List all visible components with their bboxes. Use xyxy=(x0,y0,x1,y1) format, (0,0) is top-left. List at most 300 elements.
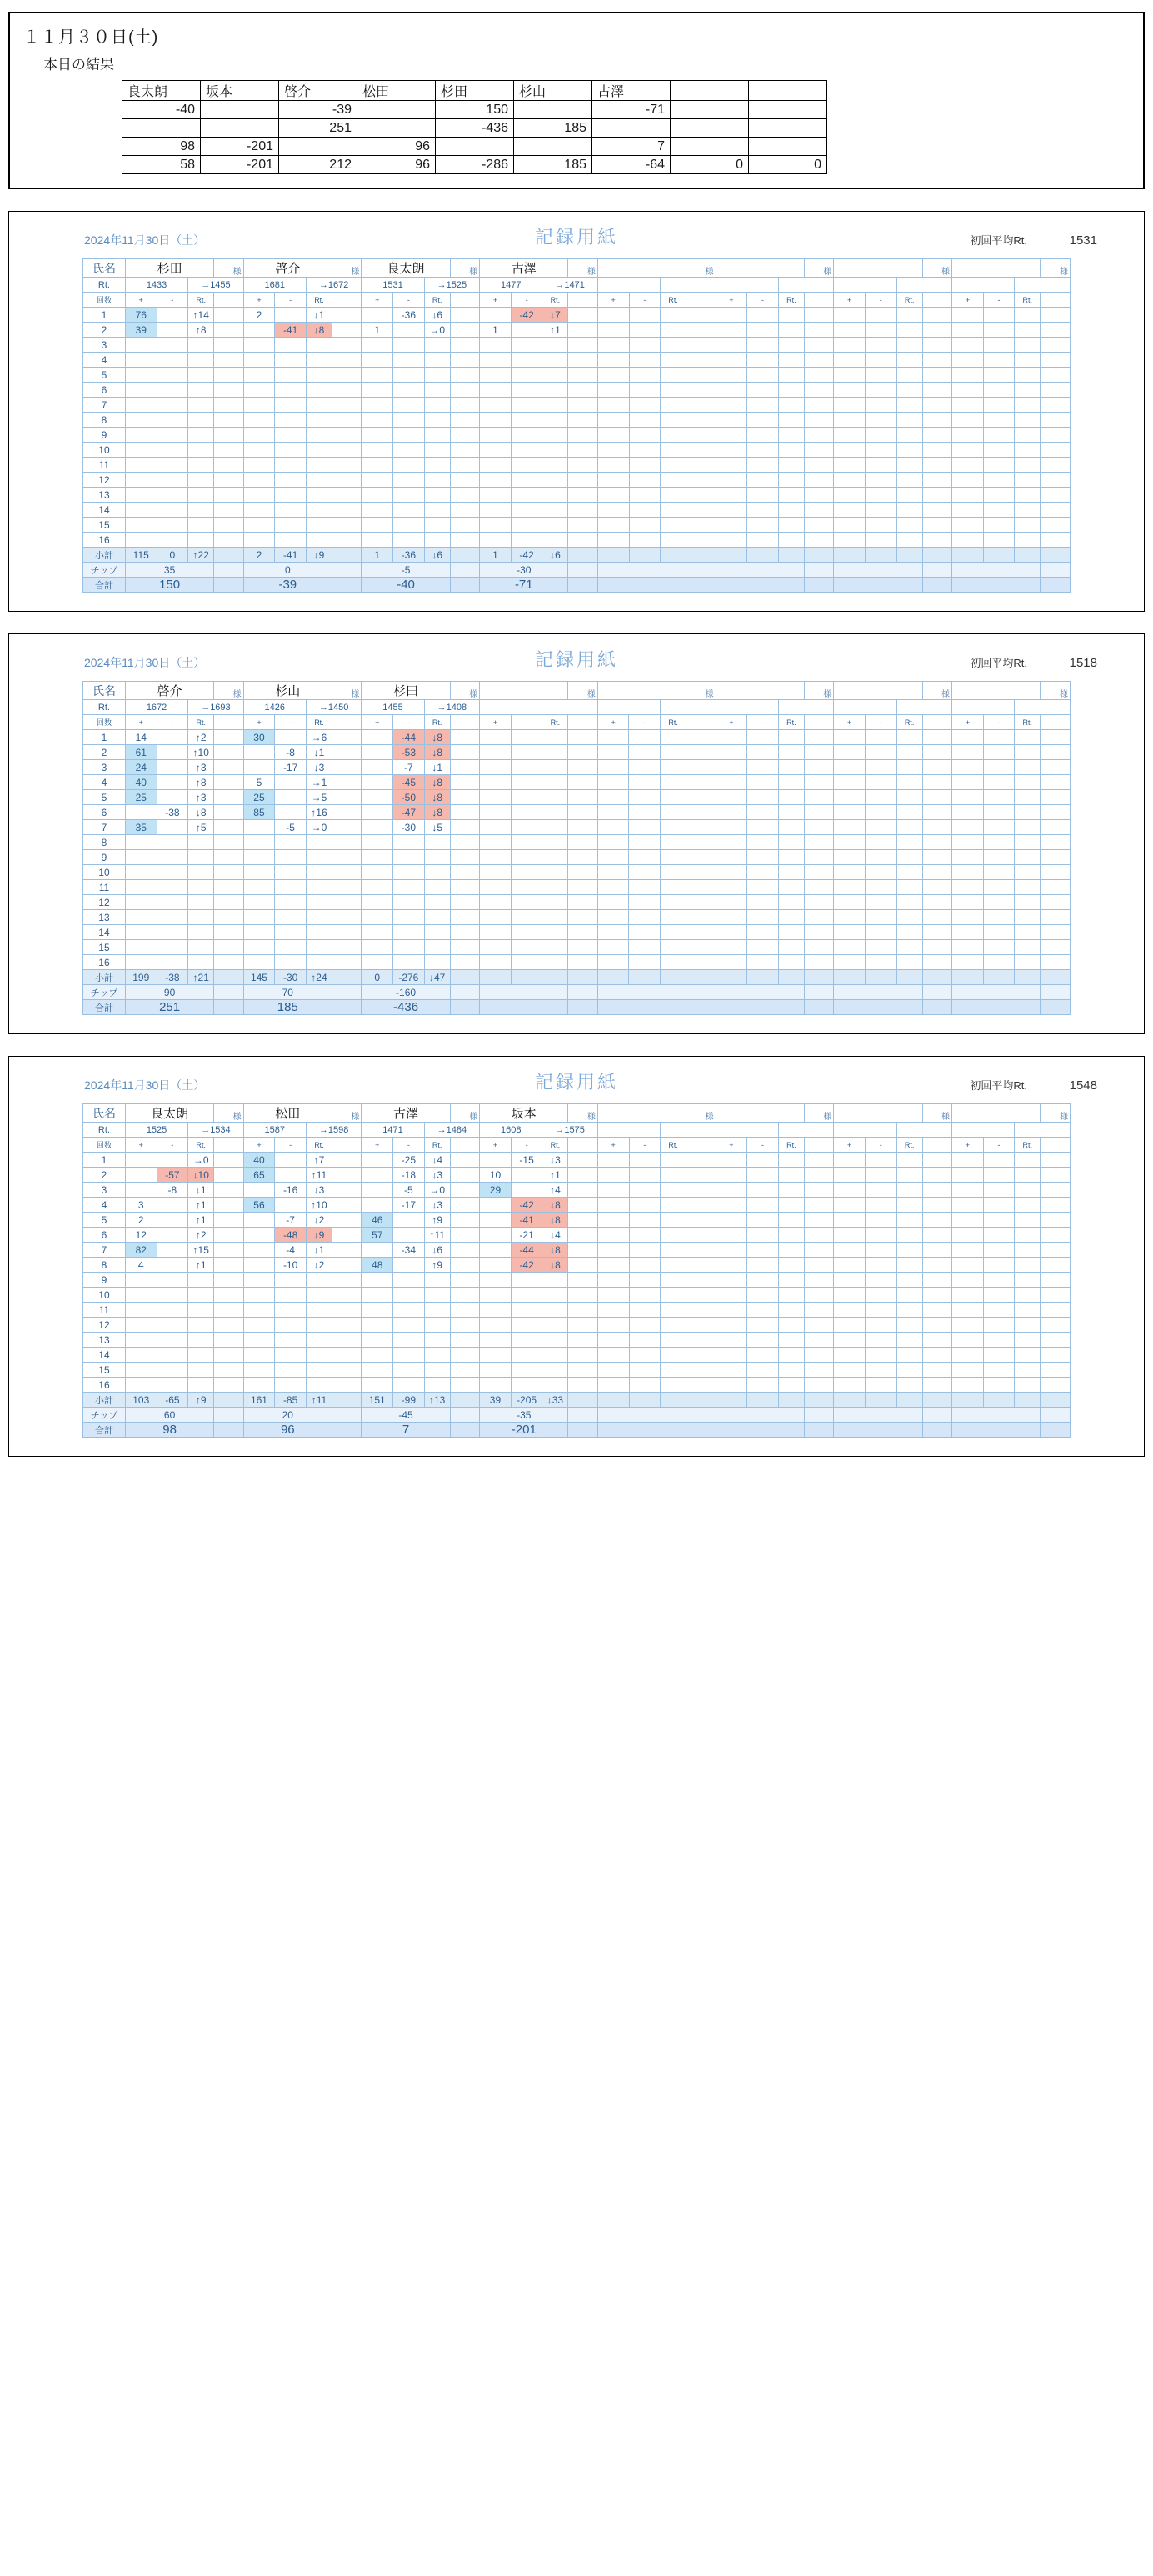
score-minus[interactable] xyxy=(983,1198,1015,1213)
score-minus[interactable] xyxy=(983,443,1015,458)
score-plus[interactable] xyxy=(716,760,747,775)
score-minus[interactable] xyxy=(747,1168,779,1183)
score-plus[interactable] xyxy=(480,1273,512,1288)
score-plus[interactable] xyxy=(952,1273,984,1288)
game-index[interactable]: 10 xyxy=(83,443,126,458)
score-plus[interactable] xyxy=(125,413,157,428)
score-minus[interactable] xyxy=(865,338,896,353)
score-minus[interactable] xyxy=(275,1273,307,1288)
score-plus[interactable] xyxy=(362,835,393,850)
score-plus[interactable] xyxy=(834,503,866,518)
score-plus[interactable] xyxy=(480,925,512,940)
score-plus[interactable] xyxy=(834,1198,866,1213)
score-minus[interactable] xyxy=(629,1213,661,1228)
score-plus[interactable] xyxy=(716,730,747,745)
score-plus[interactable] xyxy=(716,805,747,820)
score-minus[interactable] xyxy=(629,518,661,533)
score-plus[interactable] xyxy=(716,308,747,323)
player-name-2[interactable]: 良太朗 xyxy=(362,259,450,278)
score-plus[interactable] xyxy=(952,1153,984,1168)
score-minus[interactable] xyxy=(865,428,896,443)
score-plus[interactable] xyxy=(834,1273,866,1288)
score-plus[interactable] xyxy=(716,835,747,850)
score-minus[interactable] xyxy=(157,790,188,805)
score-plus[interactable] xyxy=(597,308,629,323)
score-plus[interactable] xyxy=(362,533,393,548)
score-plus[interactable] xyxy=(480,338,512,353)
score-minus[interactable] xyxy=(393,398,425,413)
score-minus[interactable] xyxy=(157,1333,188,1348)
score-minus[interactable] xyxy=(983,1378,1015,1393)
score-plus[interactable] xyxy=(834,910,866,925)
score-plus[interactable] xyxy=(125,1363,157,1378)
score-minus[interactable] xyxy=(511,1363,542,1378)
score-minus[interactable] xyxy=(983,820,1015,835)
score-minus[interactable] xyxy=(983,925,1015,940)
chip-value-5[interactable] xyxy=(716,563,804,578)
score-minus[interactable] xyxy=(747,850,779,865)
score-minus[interactable] xyxy=(393,955,425,970)
game-index[interactable]: 4 xyxy=(83,353,126,368)
score-minus[interactable] xyxy=(747,1198,779,1213)
score-plus[interactable] xyxy=(952,940,984,955)
score-minus[interactable] xyxy=(747,880,779,895)
score-minus[interactable] xyxy=(511,443,542,458)
score-plus[interactable] xyxy=(834,805,866,820)
score-minus[interactable] xyxy=(511,835,542,850)
score-plus[interactable] xyxy=(716,413,747,428)
score-plus[interactable] xyxy=(480,518,512,533)
chip-value-1[interactable]: 70 xyxy=(243,985,332,1000)
score-minus[interactable] xyxy=(747,428,779,443)
score-plus[interactable] xyxy=(834,955,866,970)
score-minus[interactable] xyxy=(983,533,1015,548)
score-plus[interactable] xyxy=(362,1198,393,1213)
game-index[interactable]: 9 xyxy=(83,1273,126,1288)
score-minus[interactable] xyxy=(629,383,661,398)
score-minus[interactable] xyxy=(157,308,188,323)
chip-value-1[interactable]: 20 xyxy=(243,1408,332,1423)
score-minus[interactable] xyxy=(393,518,425,533)
score-plus[interactable]: 40 xyxy=(125,775,157,790)
score-minus[interactable]: -42 xyxy=(511,308,542,323)
score-minus[interactable] xyxy=(983,368,1015,383)
score-minus[interactable] xyxy=(629,503,661,518)
score-plus[interactable] xyxy=(480,775,512,790)
player-name-1[interactable]: 啓介 xyxy=(243,259,332,278)
score-plus[interactable] xyxy=(597,1183,629,1198)
score-minus[interactable] xyxy=(511,1318,542,1333)
score-minus[interactable] xyxy=(747,1273,779,1288)
score-minus[interactable] xyxy=(393,850,425,865)
score-plus[interactable] xyxy=(125,805,157,820)
score-plus[interactable] xyxy=(243,850,275,865)
score-plus[interactable] xyxy=(362,1168,393,1183)
score-minus[interactable] xyxy=(275,805,307,820)
score-minus[interactable] xyxy=(511,533,542,548)
score-minus[interactable] xyxy=(157,1198,188,1213)
score-plus[interactable]: 48 xyxy=(362,1258,393,1273)
score-minus[interactable] xyxy=(157,488,188,503)
score-plus[interactable] xyxy=(716,428,747,443)
score-minus[interactable] xyxy=(511,503,542,518)
score-plus[interactable] xyxy=(243,865,275,880)
score-plus[interactable] xyxy=(597,1288,629,1303)
score-minus[interactable] xyxy=(983,1348,1015,1363)
score-minus[interactable] xyxy=(747,790,779,805)
score-minus[interactable] xyxy=(157,880,188,895)
score-minus[interactable] xyxy=(865,955,896,970)
score-minus[interactable] xyxy=(629,895,661,910)
score-minus[interactable] xyxy=(629,353,661,368)
score-minus[interactable] xyxy=(747,835,779,850)
score-plus[interactable] xyxy=(597,473,629,488)
score-plus[interactable] xyxy=(480,1318,512,1333)
score-minus[interactable] xyxy=(629,775,661,790)
score-plus[interactable] xyxy=(243,398,275,413)
score-plus[interactable] xyxy=(716,368,747,383)
score-plus[interactable] xyxy=(716,745,747,760)
score-minus[interactable] xyxy=(275,473,307,488)
score-plus[interactable] xyxy=(480,488,512,503)
score-plus[interactable] xyxy=(243,323,275,338)
score-minus[interactable] xyxy=(747,533,779,548)
score-plus[interactable] xyxy=(480,805,512,820)
player-name-1[interactable]: 松田 xyxy=(243,1104,332,1123)
score-minus[interactable] xyxy=(511,730,542,745)
score-plus[interactable] xyxy=(362,1303,393,1318)
score-minus[interactable] xyxy=(275,775,307,790)
score-minus[interactable] xyxy=(393,338,425,353)
score-minus[interactable] xyxy=(865,1303,896,1318)
score-minus[interactable] xyxy=(511,1273,542,1288)
score-minus[interactable] xyxy=(865,308,896,323)
score-plus[interactable] xyxy=(362,805,393,820)
score-plus[interactable] xyxy=(362,1363,393,1378)
score-minus[interactable] xyxy=(275,428,307,443)
score-minus[interactable] xyxy=(157,533,188,548)
score-plus[interactable] xyxy=(952,1348,984,1363)
score-plus[interactable] xyxy=(480,473,512,488)
score-plus[interactable] xyxy=(243,1228,275,1243)
score-plus[interactable] xyxy=(362,413,393,428)
score-minus[interactable] xyxy=(747,895,779,910)
score-plus[interactable] xyxy=(597,1258,629,1273)
score-minus[interactable] xyxy=(511,880,542,895)
score-plus[interactable]: 24 xyxy=(125,760,157,775)
score-plus[interactable] xyxy=(597,398,629,413)
score-plus[interactable] xyxy=(952,730,984,745)
chip-value-3[interactable] xyxy=(480,985,568,1000)
player-name-3[interactable]: 坂本 xyxy=(480,1104,568,1123)
score-minus[interactable] xyxy=(865,1363,896,1378)
score-minus[interactable] xyxy=(983,1228,1015,1243)
score-minus[interactable] xyxy=(157,1258,188,1273)
player-name-3[interactable] xyxy=(480,682,568,700)
score-plus[interactable]: 35 xyxy=(125,820,157,835)
score-plus[interactable] xyxy=(952,760,984,775)
score-plus[interactable] xyxy=(952,473,984,488)
score-minus[interactable] xyxy=(275,1153,307,1168)
score-plus[interactable]: 25 xyxy=(243,790,275,805)
score-minus[interactable] xyxy=(629,1258,661,1273)
score-minus[interactable] xyxy=(275,533,307,548)
score-plus[interactable] xyxy=(243,533,275,548)
score-minus[interactable] xyxy=(747,1333,779,1348)
game-index[interactable]: 15 xyxy=(83,1363,126,1378)
score-plus[interactable] xyxy=(716,1153,747,1168)
score-minus[interactable]: -34 xyxy=(393,1243,425,1258)
score-minus[interactable] xyxy=(393,1288,425,1303)
score-minus[interactable] xyxy=(865,730,896,745)
score-plus[interactable] xyxy=(362,458,393,473)
score-plus[interactable] xyxy=(716,925,747,940)
score-plus[interactable] xyxy=(597,368,629,383)
score-plus[interactable] xyxy=(597,488,629,503)
chip-value-2[interactable]: -160 xyxy=(362,985,450,1000)
score-minus[interactable] xyxy=(629,820,661,835)
score-minus[interactable] xyxy=(983,865,1015,880)
score-plus[interactable] xyxy=(480,865,512,880)
score-plus[interactable] xyxy=(243,503,275,518)
score-minus[interactable] xyxy=(865,533,896,548)
score-plus[interactable] xyxy=(597,820,629,835)
score-plus[interactable] xyxy=(243,443,275,458)
score-plus[interactable] xyxy=(716,880,747,895)
score-plus[interactable] xyxy=(834,353,866,368)
score-plus[interactable] xyxy=(480,383,512,398)
chip-value-6[interactable] xyxy=(834,985,922,1000)
score-plus[interactable] xyxy=(716,1243,747,1258)
score-plus[interactable] xyxy=(243,1303,275,1318)
score-minus[interactable] xyxy=(275,1348,307,1363)
score-minus[interactable] xyxy=(629,458,661,473)
game-index[interactable]: 5 xyxy=(83,368,126,383)
chip-value-3[interactable]: -35 xyxy=(480,1408,568,1423)
score-plus[interactable] xyxy=(716,443,747,458)
score-minus[interactable] xyxy=(393,368,425,383)
score-plus[interactable] xyxy=(597,428,629,443)
score-plus[interactable] xyxy=(362,1273,393,1288)
player-name-0[interactable]: 良太朗 xyxy=(125,1104,213,1123)
score-plus[interactable] xyxy=(834,1348,866,1363)
score-plus[interactable] xyxy=(952,1243,984,1258)
score-plus[interactable]: 1 xyxy=(362,323,393,338)
chip-value-6[interactable] xyxy=(834,563,922,578)
score-plus[interactable] xyxy=(952,895,984,910)
score-minus[interactable] xyxy=(865,880,896,895)
score-minus[interactable] xyxy=(629,730,661,745)
score-plus[interactable] xyxy=(243,338,275,353)
score-minus[interactable] xyxy=(747,383,779,398)
score-minus[interactable] xyxy=(157,895,188,910)
score-plus[interactable] xyxy=(597,1153,629,1168)
score-minus[interactable] xyxy=(747,805,779,820)
player-name-6[interactable] xyxy=(834,682,922,700)
score-plus[interactable] xyxy=(952,880,984,895)
score-plus[interactable] xyxy=(716,790,747,805)
score-minus[interactable] xyxy=(275,955,307,970)
score-minus[interactable] xyxy=(275,308,307,323)
score-plus[interactable] xyxy=(716,775,747,790)
score-plus[interactable]: 61 xyxy=(125,745,157,760)
score-plus[interactable] xyxy=(716,458,747,473)
game-index[interactable]: 7 xyxy=(83,1243,126,1258)
score-plus[interactable] xyxy=(362,368,393,383)
score-minus[interactable] xyxy=(393,428,425,443)
score-plus[interactable] xyxy=(243,1363,275,1378)
player-name-5[interactable] xyxy=(716,259,804,278)
score-plus[interactable] xyxy=(952,805,984,820)
chip-value-3[interactable]: -30 xyxy=(480,563,568,578)
score-plus[interactable] xyxy=(952,1168,984,1183)
chip-value-2[interactable]: -5 xyxy=(362,563,450,578)
score-plus[interactable] xyxy=(243,458,275,473)
score-minus[interactable] xyxy=(629,880,661,895)
score-minus[interactable] xyxy=(511,1333,542,1348)
score-minus[interactable] xyxy=(157,443,188,458)
score-plus[interactable] xyxy=(597,1168,629,1183)
score-plus[interactable] xyxy=(362,895,393,910)
score-plus[interactable]: 65 xyxy=(243,1168,275,1183)
score-minus[interactable] xyxy=(393,323,425,338)
score-minus[interactable] xyxy=(747,458,779,473)
score-minus[interactable]: -15 xyxy=(511,1153,542,1168)
score-plus[interactable] xyxy=(362,925,393,940)
score-minus[interactable] xyxy=(983,940,1015,955)
score-minus[interactable]: -48 xyxy=(275,1228,307,1243)
score-minus[interactable]: -30 xyxy=(393,820,425,835)
game-index[interactable]: 12 xyxy=(83,473,126,488)
score-plus[interactable] xyxy=(125,1378,157,1393)
score-minus[interactable] xyxy=(747,955,779,970)
score-plus[interactable] xyxy=(362,1243,393,1258)
score-minus[interactable]: -4 xyxy=(275,1243,307,1258)
score-plus[interactable] xyxy=(597,353,629,368)
score-minus[interactable] xyxy=(865,1168,896,1183)
score-plus[interactable] xyxy=(834,850,866,865)
score-minus[interactable] xyxy=(275,835,307,850)
game-index[interactable]: 12 xyxy=(83,895,126,910)
score-plus[interactable] xyxy=(716,910,747,925)
score-plus[interactable] xyxy=(125,850,157,865)
score-plus[interactable] xyxy=(243,940,275,955)
score-minus[interactable] xyxy=(275,1378,307,1393)
score-plus[interactable]: 39 xyxy=(125,323,157,338)
score-plus[interactable] xyxy=(362,353,393,368)
score-minus[interactable] xyxy=(747,925,779,940)
game-index[interactable]: 4 xyxy=(83,775,126,790)
score-minus[interactable] xyxy=(157,518,188,533)
score-plus[interactable] xyxy=(125,925,157,940)
score-plus[interactable] xyxy=(834,790,866,805)
score-plus[interactable] xyxy=(362,308,393,323)
score-minus[interactable] xyxy=(983,338,1015,353)
score-minus[interactable] xyxy=(157,383,188,398)
score-plus[interactable] xyxy=(480,895,512,910)
score-plus[interactable]: 4 xyxy=(125,1258,157,1273)
score-minus[interactable] xyxy=(629,865,661,880)
score-minus[interactable] xyxy=(629,1243,661,1258)
score-minus[interactable] xyxy=(983,308,1015,323)
game-index[interactable]: 9 xyxy=(83,428,126,443)
chip-value-7[interactable] xyxy=(952,563,1041,578)
score-minus[interactable] xyxy=(865,323,896,338)
score-minus[interactable] xyxy=(629,745,661,760)
score-plus[interactable]: 2 xyxy=(125,1213,157,1228)
score-plus[interactable] xyxy=(362,760,393,775)
score-minus[interactable] xyxy=(157,1288,188,1303)
score-minus[interactable] xyxy=(511,383,542,398)
score-plus[interactable] xyxy=(125,895,157,910)
score-minus[interactable]: -50 xyxy=(393,790,425,805)
score-minus[interactable] xyxy=(747,1213,779,1228)
score-plus[interactable] xyxy=(834,428,866,443)
score-plus[interactable] xyxy=(597,383,629,398)
score-plus[interactable] xyxy=(716,865,747,880)
score-minus[interactable] xyxy=(629,1348,661,1363)
score-plus[interactable] xyxy=(362,820,393,835)
score-plus[interactable] xyxy=(125,1318,157,1333)
score-minus[interactable] xyxy=(983,1303,1015,1318)
score-plus[interactable] xyxy=(834,488,866,503)
score-plus[interactable] xyxy=(716,518,747,533)
score-plus[interactable] xyxy=(243,1288,275,1303)
game-index[interactable]: 11 xyxy=(83,1303,126,1318)
score-minus[interactable] xyxy=(511,353,542,368)
score-minus[interactable] xyxy=(629,338,661,353)
score-minus[interactable] xyxy=(393,910,425,925)
score-plus[interactable] xyxy=(597,730,629,745)
score-plus[interactable] xyxy=(125,1303,157,1318)
score-plus[interactable] xyxy=(952,488,984,503)
score-plus[interactable] xyxy=(716,1378,747,1393)
score-plus[interactable] xyxy=(362,1318,393,1333)
score-minus[interactable] xyxy=(629,1273,661,1288)
score-plus[interactable] xyxy=(243,383,275,398)
score-minus[interactable] xyxy=(865,820,896,835)
score-plus[interactable] xyxy=(480,368,512,383)
score-plus[interactable] xyxy=(952,338,984,353)
score-minus[interactable] xyxy=(747,473,779,488)
score-minus[interactable]: -7 xyxy=(275,1213,307,1228)
score-plus[interactable] xyxy=(597,865,629,880)
score-minus[interactable] xyxy=(275,398,307,413)
score-minus[interactable]: -42 xyxy=(511,1198,542,1213)
score-minus[interactable] xyxy=(983,1183,1015,1198)
score-minus[interactable] xyxy=(747,1288,779,1303)
game-index[interactable]: 1 xyxy=(83,1153,126,1168)
score-minus[interactable] xyxy=(511,850,542,865)
score-minus[interactable] xyxy=(865,850,896,865)
score-plus[interactable] xyxy=(834,925,866,940)
score-minus[interactable] xyxy=(157,323,188,338)
game-index[interactable]: 8 xyxy=(83,1258,126,1273)
score-plus[interactable] xyxy=(243,745,275,760)
score-minus[interactable] xyxy=(747,1318,779,1333)
game-index[interactable]: 14 xyxy=(83,925,126,940)
score-minus[interactable] xyxy=(747,323,779,338)
score-minus[interactable] xyxy=(393,1363,425,1378)
score-minus[interactable] xyxy=(983,518,1015,533)
score-plus[interactable] xyxy=(243,518,275,533)
score-minus[interactable] xyxy=(275,895,307,910)
score-plus[interactable] xyxy=(362,473,393,488)
player-name-2[interactable]: 杉田 xyxy=(362,682,450,700)
game-index[interactable]: 1 xyxy=(83,730,126,745)
score-plus[interactable] xyxy=(834,820,866,835)
player-name-7[interactable] xyxy=(952,1104,1041,1123)
